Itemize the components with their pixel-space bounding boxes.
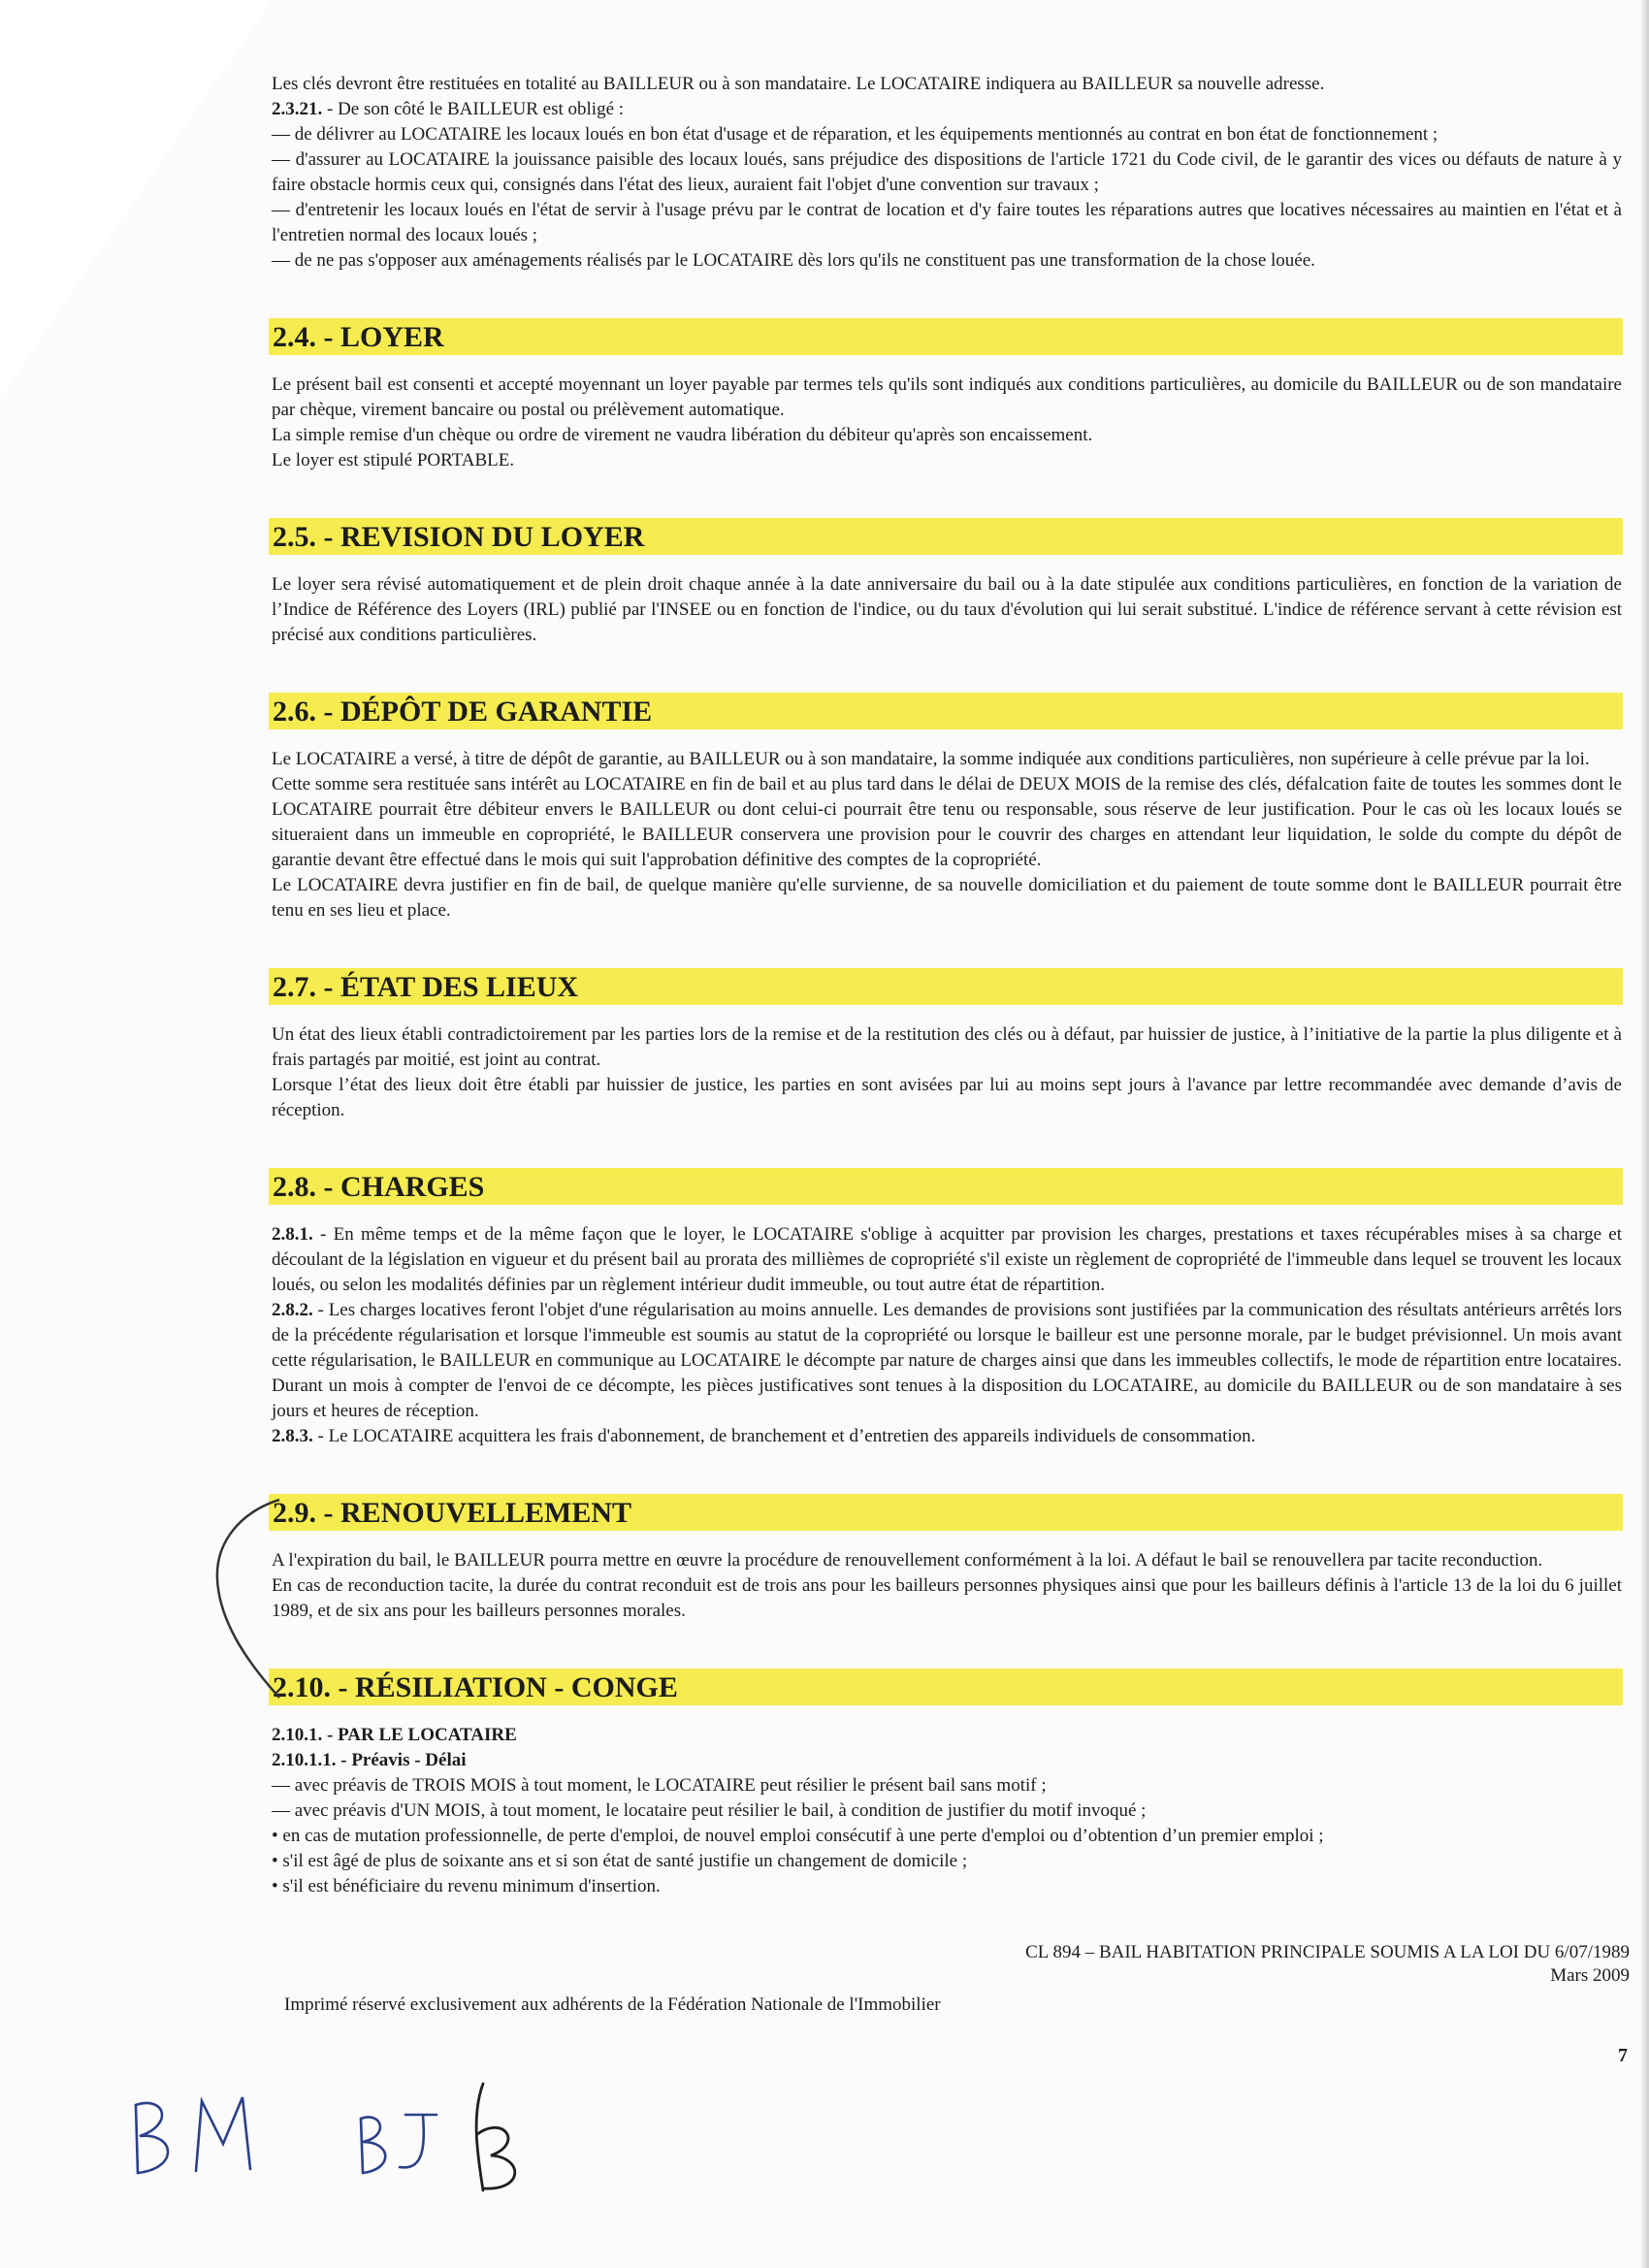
paragraph: Le LOCATAIRE a versé, à titre de dépôt de garantie, au BAILLEUR ou à son mandataire, la somme indiquée aux conditions particulières, non supérieure à celle prévue par la loi. <box>272 749 1590 769</box>
section-heading-loyer: 2.4. - LOYER <box>269 318 1623 355</box>
list-item: — d'assurer au LOCATAIRE la jouissance paisible des locaux loués, sans préjudice des dispositions de l'article 1721 du Code civil, de le garantir des vices ou défauts de nature à y faire obstacle hormis ceux qui, consignés dans l'état des lieux, auraient fait l'objet d'une convention sur travaux ; <box>272 149 1622 195</box>
form-reference-title: CL 894 – BAIL HABITATION PRINCIPALE SOUMIS A LA LOI DU 6/07/1989 <box>1025 1942 1630 1962</box>
initials-b <box>476 2084 515 2190</box>
section-heading-depot: 2.6. - DÉPÔT DE GARANTIE <box>269 693 1623 729</box>
clause-text: - Le LOCATAIRE acquittera les frais d'abonnement, de branchement et d’entretien des appareils individuels de consommation. <box>312 1426 1256 1446</box>
list-item: — de ne pas s'opposer aux aménagements réalisés par le LOCATAIRE dès lors qu'ils ne constituent pas une transformation de la chose louée. <box>272 250 1315 271</box>
subclause-2-8-2 <box>272 1298 1622 1424</box>
section-heading-etat-des-lieux: 2.7. - ÉTAT DES LIEUX <box>269 968 1623 1005</box>
subclause-2-8-1 <box>272 1222 1622 1298</box>
section-heading-revision: 2.5. - REVISION DU LOYER <box>269 518 1623 555</box>
folded-corner <box>0 0 272 398</box>
section-heading-renouvellement: 2.9. - RENOUVELLEMENT <box>269 1494 1623 1531</box>
paragraph: Cette somme sera restituée sans intérêt au LOCATAIRE en fin de bail et au plus tard dans le délai de DEUX MOIS de la remise des clés, défalcation faite de toutes les sommes dont le LOCATAIRE pourrait être débiteur envers le BAILLEUR ou dont celui-ci pourrait être tenu ou responsable, sous réserve de leur justification. Pour le cas où les locaux loués se situeraient dans un immeuble en copropriété, le BAILLEUR conservera une provision pour le couvrir des charges en attendant leur liquidation, le solde du compte du dépôt de garantie devant être effectué dans le mois qui suit l'approbation définitive des comptes de la copropriété. <box>272 774 1622 870</box>
list-item: • s'il est âgé de plus de soixante ans et si son état de santé justifie un changement de domicile ; <box>272 1851 968 1871</box>
clause-intro: - De son côté le BAILLEUR est obligé : <box>322 99 625 119</box>
list-item: — avec préavis d'UN MOIS, à tout moment, le locataire peut résilier le bail, à condition de justifier du motif invoqué ; <box>272 1800 1147 1821</box>
initials-bm <box>136 2097 250 2173</box>
paragraph: En cas de reconduction tacite, la durée du contrat reconduit est de trois ans pour les bailleurs personnes physiques ainsi que pour les bailleurs définis à l'article 13 de la loi du 6 juillet 1989, et de six ans pour les bailleurs personnes morales. <box>272 1575 1622 1621</box>
clause-number: 2.8.1. <box>272 1224 313 1245</box>
paragraph: Lorsque l’état des lieux doit être établi par huissier de justice, les parties en sont avisées par lui au moins sept jours à l'avance par lettre recommandée avec demande d’avis de réception. <box>272 1075 1622 1120</box>
initials-bj <box>361 2115 436 2173</box>
clause-number: 2.3.21. <box>272 99 323 119</box>
paragraph: Un état des lieux établi contradictoirement par les parties lors de la remise et de la restitution des clés ou à défaut, par huissier de justice, à l’initiative de la partie la plus diligente et à frais partagés par moitié, est joint au contrat. <box>272 1024 1622 1070</box>
page-edge-shadow <box>1641 0 1649 2268</box>
clause-number: 2.8.3. <box>272 1426 313 1446</box>
paragraph: Le loyer est stipulé PORTABLE. <box>272 450 515 470</box>
list-item: — d'entretenir les locaux loués en l'état de servir à l'usage prévu par le contrat de location et d'y faire toutes les réparations autres que locatives nécessaires au maintien en l'état et à l'entretien normal des locaux loués ; <box>272 200 1622 245</box>
clause-number: 2.8.2. <box>272 1300 313 1320</box>
subclause-2-8-3 <box>272 1424 1622 1449</box>
paragraph: Le loyer sera révisé automatiquement et de plein droit chaque année à la date anniversaire du bail ou à la date stipulée aux conditions particulières, en fonction de la variation de l’Indice de Référence des Loyers (IRL) publié par l'INSEE ou en fonction de l'indice, ou du taux d'évolution qui lui serait substitué. L'indice de référence servant à cette révision est précisé aux conditions particulières. <box>272 574 1622 645</box>
page-number: 7 <box>1618 2045 1628 2066</box>
paragraph: A l'expiration du bail, le BAILLEUR pourra mettre en œuvre la procédure de renouvellement conformément à la loi. A défaut le bail se renouvellera par tacite reconduction. <box>272 1550 1543 1571</box>
clause-2-3-21 <box>272 97 1622 122</box>
subheading-preavis: 2.10.1.1. - Préavis - Délai <box>272 1750 467 1770</box>
document-body <box>272 72 1622 1899</box>
handwritten-initials <box>116 2076 601 2192</box>
paragraph: La simple remise d'un chèque ou ordre de virement ne vaudra libération du débiteur qu'après son encaissement. <box>272 425 1093 445</box>
paragraph: Le LOCATAIRE devra justifier en fin de bail, de quelque manière qu'elle survienne, de sa nouvelle domiciliation et du paiement de toute somme dont le BAILLEUR pourrait être tenu en ses lieu et place. <box>272 875 1622 921</box>
subheading-par-le-locataire: 2.10.1. - PAR LE LOCATAIRE <box>272 1725 517 1745</box>
section-heading-charges: 2.8. - CHARGES <box>269 1168 1623 1205</box>
list-item: • en cas de mutation professionnelle, de perte d'emploi, de nouvel emploi consécutif à une perte d'emploi ou d’obtention d’un premier emploi ; <box>272 1826 1324 1846</box>
form-reference-date: Mars 2009 <box>1550 1965 1630 1986</box>
clause-text: - En même temps et de la même façon que le loyer, le LOCATAIRE s'oblige à acquitter par provision les charges, prestations et taxes récupérables mises à sa charge et découlant de la législation en vigueur et du présent bail au prorata des millièmes de copropriété s'il existe un règlement de copropriété de l'immeuble dans lequel se trouvent les locaux loués, ou selon les modalités définies par un règlement intérieur dudit immeuble, ou tout autre état de répartition. <box>272 1224 1622 1295</box>
section-heading-resiliation: 2.10. - RÉSILIATION - CONGE <box>269 1669 1623 1705</box>
list-item: — avec préavis de TROIS MOIS à tout moment, le LOCATAIRE peut résilier le présent bail sans motif ; <box>272 1775 1047 1796</box>
keys-return-line: Les clés devront être restituées en totalité au BAILLEUR ou à son mandataire. Le LOCATAIRE indiquera au BAILLEUR sa nouvelle adresse. <box>272 74 1325 94</box>
list-item: — de délivrer au LOCATAIRE les locaux loués en bon état d'usage et de réparation, et les équipements mentionnés au contrat en bon état de fonctionnement ; <box>272 124 1439 145</box>
clause-text: - Les charges locatives feront l'objet d'une régularisation au moins annuelle. Les demandes de provisions sont justifiées par la communication des résultats antérieurs arrêtés lors de la précédente régularisation et lorsque l'immeuble est soumis au statut de la copropriété ou lorsque le bailleur est une personne morale, par le budget prévisionnel. Un mois avant cette régularisation, le BAILLEUR en communique au LOCATAIRE le décompte par nature de charges ainsi que dans les immeubles collectifs, le mode de répartition entre locataires. Durant un mois à compter de l'envoi de ce décompte, les pièces justificatives sont tenues à la disposition du LOCATAIRE, au domicile du BAILLEUR ou de son mandataire à ses jours et heures de réception. <box>272 1300 1622 1421</box>
printed-notice: Imprimé réservé exclusivement aux adhérents de la Fédération Nationale de l'Immobilier <box>284 1994 941 2015</box>
paragraph: Le présent bail est consenti et accepté moyennant un loyer payable par termes tels qu'ils sont indiqués aux conditions particulières, au domicile du BAILLEUR ou de son mandataire par chèque, virement bancaire ou postal ou prélèvement automatique. <box>272 374 1622 420</box>
handwritten-bracket-mark <box>204 1492 291 1705</box>
list-item: • s'il est bénéficiaire du revenu minimum d'insertion. <box>272 1876 661 1896</box>
form-reference <box>757 1941 1630 1988</box>
